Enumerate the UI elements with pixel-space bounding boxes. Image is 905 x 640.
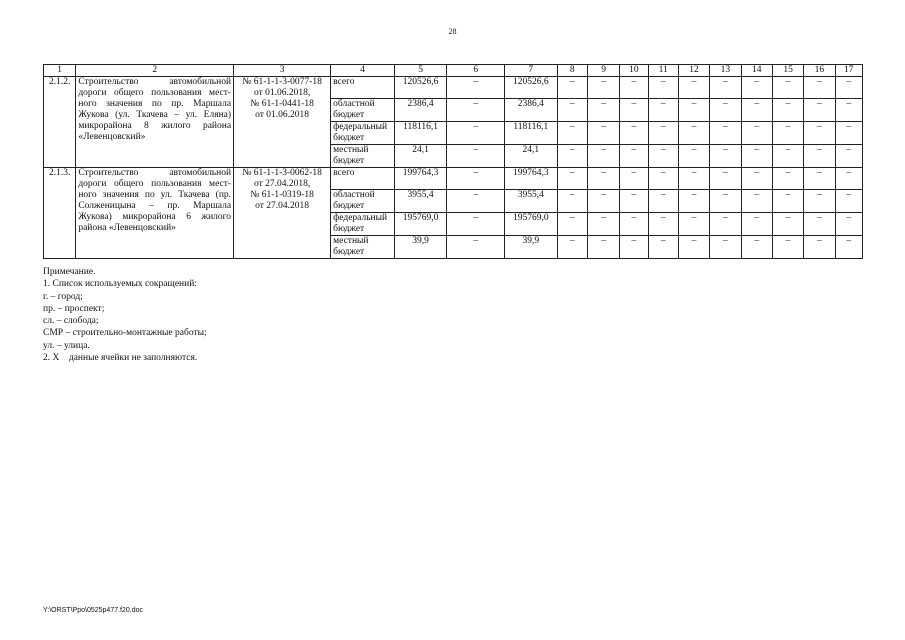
amount-cell: – [620,190,648,213]
amount-cell: – [835,122,862,145]
notes-title: Примечание. [43,267,96,277]
amount-cell: – [710,168,741,190]
amount-cell: – [804,213,835,236]
project-code: 2.1.3. [44,168,76,259]
amount-cell: – [835,236,862,259]
amount-cell: – [678,236,709,259]
amount-cell: – [620,213,648,236]
amount-cell: – [710,77,741,99]
header-row [44,65,863,77]
amount-cell: – [710,122,741,145]
amount-cell: – [772,190,803,213]
amount-cell: 118116,1 [394,122,447,145]
amount-cell: 3955,4 [394,190,447,213]
amount-cell: – [804,190,835,213]
amount-cell: – [835,190,862,213]
note-line: ул. – улица. [43,340,90,351]
amount-cell: – [648,145,678,168]
amount-cell: – [648,213,678,236]
project-name: Строительство автомобильной дороги общего пользования мест-ного значения по ул. Ткачева (пр. Солженицына – пр. Маршала Жукова) микрорайона 6 жилого района «Левенцовский» [76,168,234,259]
amount-cell: – [835,99,862,122]
column-header: 9 [587,65,619,77]
amount-cell: – [587,168,619,190]
amount-cell: – [741,145,772,168]
column-header: 6 [447,65,505,77]
amount-cell: – [804,99,835,122]
amount-cell: – [587,213,619,236]
amount-cell: – [741,236,772,259]
funding-source: местный бюджет [331,145,395,168]
note-line: 2. Х данные ячейки не заполняются. [43,353,198,364]
budget-table [43,64,863,259]
amount-cell: – [557,145,587,168]
amount-cell: – [772,236,803,259]
amount-cell: – [772,213,803,236]
amount-cell: – [741,168,772,190]
amount-cell: – [557,168,587,190]
amount-cell: – [678,122,709,145]
funding-source: всего [331,168,395,190]
amount-cell: – [772,168,803,190]
column-header: 4 [331,65,395,77]
amount-cell: 195769,0 [505,213,558,236]
note-line: сл. – слобода; [43,316,99,327]
amount-cell: 120526,6 [505,77,558,99]
amount-cell: – [804,168,835,190]
note-line: СМР – строительно-монтажные работы; [43,328,207,339]
amount-cell: – [447,236,505,259]
column-header: 13 [710,65,741,77]
project-name: Строительство автомобильной дороги общего пользования мест-ного значения по пр. Маршала Жукова (ул. Ткачева – ул. Еляна) микрорайона 8 жилого района «Левенцовский» [76,77,234,168]
column-header: 17 [835,65,862,77]
amount-cell: 39,9 [394,236,447,259]
amount-cell: – [557,77,587,99]
amount-cell: – [557,236,587,259]
amount-cell: – [587,236,619,259]
amount-cell: – [772,122,803,145]
amount-cell: – [710,213,741,236]
amount-cell: 2386,4 [505,99,558,122]
amount-cell: – [587,77,619,99]
amount-cell: – [678,190,709,213]
table-row [44,168,863,190]
funding-source: областной бюджет [331,190,395,213]
amount-cell: – [620,77,648,99]
amount-cell: – [557,99,587,122]
amount-cell: 118116,1 [505,122,558,145]
amount-cell: – [772,99,803,122]
amount-cell: – [447,99,505,122]
amount-cell: – [804,122,835,145]
amount-cell: – [447,77,505,99]
amount-cell: – [447,213,505,236]
amount-cell: – [804,145,835,168]
amount-cell: – [587,99,619,122]
amount-cell: 120526,6 [394,77,447,99]
permit-document: № 61-1-1-3-0077-18 от 01.06.2018, № 61-1-0441-18 от 01.06.2018 [234,77,331,168]
amount-cell: – [835,145,862,168]
permit-document: № 61-1-1-3-0062-18 от 27.04.2018, № 61-1-0319-18 от 27.04.2018 [234,168,331,259]
page-number: 28 [448,27,457,36]
column-header: 16 [804,65,835,77]
amount-cell: – [772,77,803,99]
amount-cell: – [835,77,862,99]
amount-cell: – [648,77,678,99]
amount-cell: – [648,99,678,122]
amount-cell: – [620,122,648,145]
funding-source: областной бюджет [331,99,395,122]
funding-source: федеральный бюджет [331,122,395,145]
amount-cell: 24,1 [505,145,558,168]
amount-cell: – [678,145,709,168]
amount-cell: 24,1 [394,145,447,168]
funding-source: местный бюджет [331,236,395,259]
file-path-footer: Y:\ORST\Ppo\0525p477.f20.doc [43,607,144,614]
amount-cell: – [741,213,772,236]
amount-cell: 199764,3 [394,168,447,190]
amount-cell: 39,9 [505,236,558,259]
funding-source: всего [331,77,395,99]
notes-block [43,266,207,364]
amount-cell: 199764,3 [505,168,558,190]
amount-cell: – [648,168,678,190]
amount-cell: – [648,236,678,259]
amount-cell: 2386,4 [394,99,447,122]
amount-cell: – [741,77,772,99]
amount-cell: – [447,122,505,145]
column-header: 3 [234,65,331,77]
amount-cell: – [772,145,803,168]
note-line: г. – город; [43,291,83,302]
amount-cell: 195769,0 [394,213,447,236]
amount-cell: – [587,122,619,145]
amount-cell: – [620,145,648,168]
table-row [44,77,863,99]
column-header: 5 [394,65,447,77]
amount-cell: – [710,190,741,213]
column-header: 2 [76,65,234,77]
amount-cell: – [620,168,648,190]
column-header: 7 [505,65,558,77]
column-header: 11 [648,65,678,77]
amount-cell: – [710,145,741,168]
column-header: 12 [678,65,709,77]
column-header: 10 [620,65,648,77]
amount-cell: – [447,168,505,190]
amount-cell: – [741,99,772,122]
amount-cell: – [678,99,709,122]
amount-cell: – [620,99,648,122]
amount-cell: 3955,4 [505,190,558,213]
amount-cell: – [835,213,862,236]
amount-cell: – [557,122,587,145]
amount-cell: – [678,77,709,99]
column-header: 8 [557,65,587,77]
amount-cell: – [648,122,678,145]
amount-cell: – [835,168,862,190]
amount-cell: – [587,190,619,213]
amount-cell: – [804,77,835,99]
note-line: 1. Список используемых сокращений: [43,279,197,290]
amount-cell: – [741,190,772,213]
amount-cell: – [447,145,505,168]
funding-source: федеральный бюджет [331,213,395,236]
amount-cell: – [648,190,678,213]
amount-cell: – [447,190,505,213]
amount-cell: – [557,213,587,236]
table-body [44,77,863,259]
project-code: 2.1.2. [44,77,76,168]
column-header: 14 [741,65,772,77]
amount-cell: – [587,145,619,168]
amount-cell: – [710,99,741,122]
amount-cell: – [678,213,709,236]
column-header: 15 [772,65,803,77]
amount-cell: – [710,236,741,259]
amount-cell: – [741,122,772,145]
amount-cell: – [678,168,709,190]
amount-cell: – [804,236,835,259]
amount-cell: – [557,190,587,213]
note-line: пр. – проспект; [43,303,105,314]
column-header: 1 [44,65,76,77]
amount-cell: – [620,236,648,259]
